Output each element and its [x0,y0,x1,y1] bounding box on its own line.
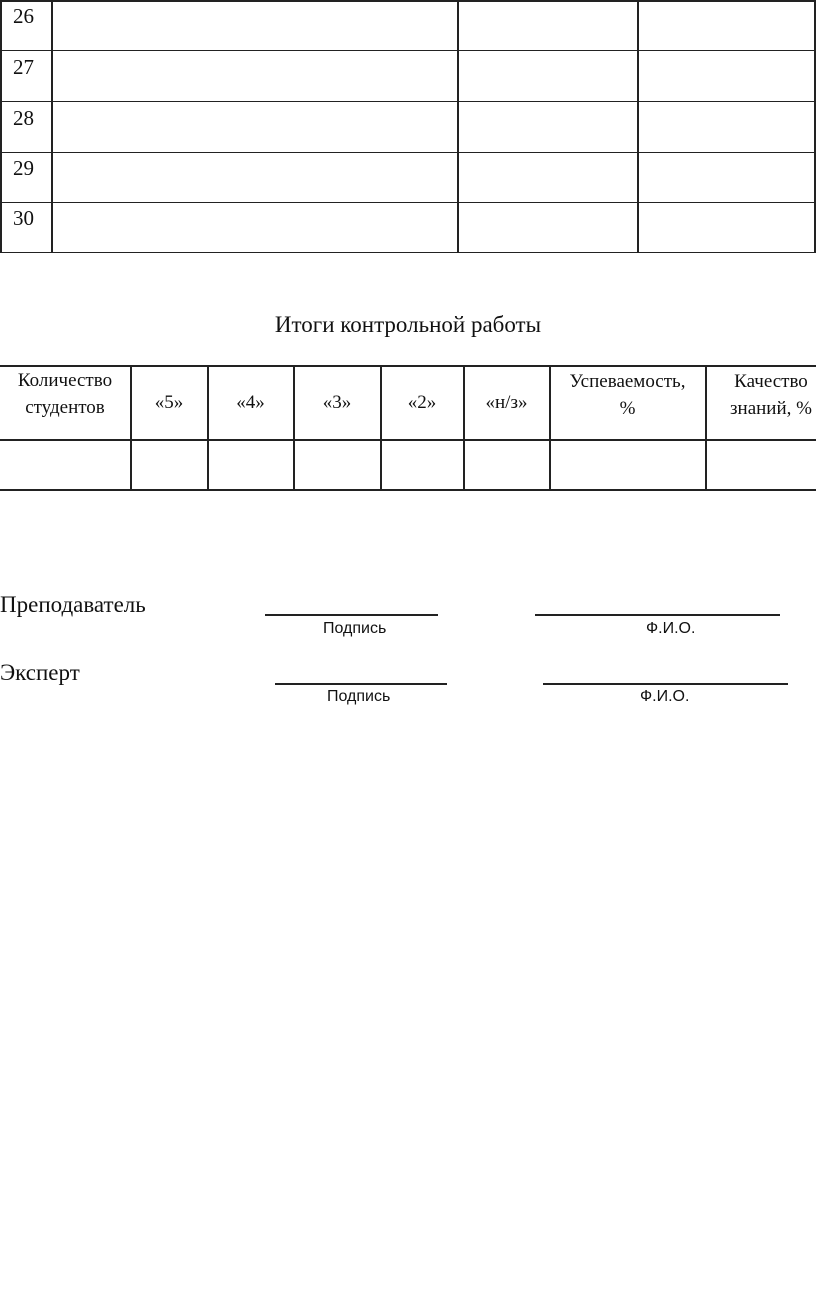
header-grade-4: «4» [236,392,265,413]
table-row [0,152,816,203]
table-divider [457,0,459,253]
header-progress-line1: Успеваемость, [569,371,686,392]
expert-signature-caption: Подпись [327,688,391,705]
header-grade-2: «2» [407,392,437,413]
teacher-signature-caption: Подпись [323,620,387,637]
table-divider [0,0,2,253]
header-progress-line2: % [619,398,636,419]
table-row [0,51,816,102]
table-divider [814,0,816,253]
header-not-passed: «н/з» [485,392,528,413]
row-number: 29 [13,156,34,180]
numbered-table [0,0,816,253]
expert-name-caption: Ф.И.О. [640,688,690,705]
table-divider [0,489,816,491]
table-row [0,102,816,153]
header-grade-5: «5» [154,392,184,413]
header-students-line1: Количество [17,370,113,391]
expert-signature-line [275,683,447,685]
expert-label: Эксперт [0,660,80,685]
teacher-name-line [535,614,780,616]
header-students [0,365,130,440]
header-quality-line2: знаний, % [730,398,812,419]
table-divider [51,0,53,253]
table-row [0,202,816,253]
header-quality [706,365,816,440]
teacher-name-caption: Ф.И.О. [646,620,696,637]
results-table [0,365,816,491]
header-quality-line1: Качество [734,371,808,392]
header-grade-3: «3» [322,392,352,413]
header-progress [550,365,705,440]
table-row [0,0,816,51]
results-title: Итоги контрольной работы [274,312,542,337]
teacher-label: Преподаватель [0,592,146,617]
expert-name-line [543,683,788,685]
header-students-line2: студентов [25,397,105,418]
teacher-signature-line [265,614,438,616]
row-number: 27 [13,55,34,79]
table-divider [637,0,639,253]
row-number: 30 [13,206,34,230]
row-number: 26 [13,4,34,28]
row-number: 28 [13,106,34,130]
